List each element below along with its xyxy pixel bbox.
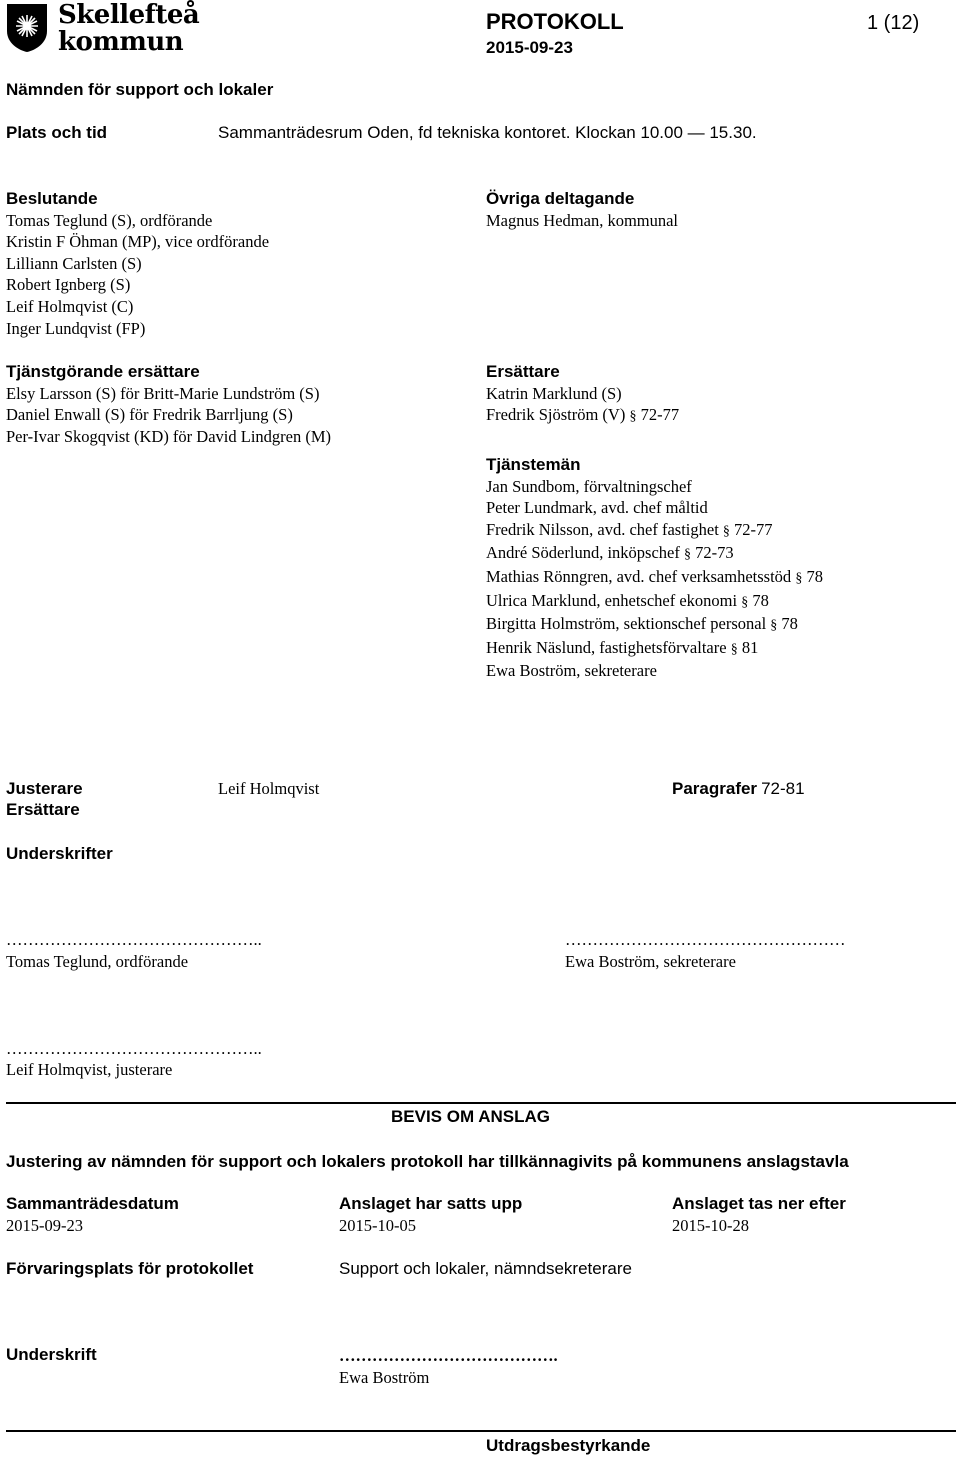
municipality-logo [6,0,200,57]
underskrifter-heading: Underskrifter [6,844,113,863]
member-name: Peter Lundmark, avd. chef måltid [486,498,708,518]
list-item [486,542,823,566]
signature-name: Ewa Boström, sekreterare [565,952,736,971]
list-item: Leif Holmqvist (C) [6,296,134,316]
member-paragraphs: 72-73 [695,543,734,563]
member-name: Henrik Näslund, fastighetsförvaltare [486,637,727,657]
justerare-label: Justerare [6,779,83,798]
beslutande-section [6,188,269,339]
venue-label: Plats och tid [6,123,108,142]
member-name: Fredrik Sjöström (V) [486,405,626,425]
section-sign-icon: § [795,570,803,586]
section-sign-icon: § [730,641,738,657]
ersattare-section [486,361,679,428]
satts-upp-value: 2015-10-05 [339,1216,416,1235]
section-sign-icon: § [741,594,749,610]
member-name: André Söderlund, inköpschef [486,543,680,563]
list-item [486,519,823,543]
list-item [486,637,823,661]
member-name: Katrin Marklund (S) [486,383,622,403]
paragrafer [672,779,805,799]
list-item [486,497,823,519]
member-paragraphs: 81 [741,637,759,657]
signature-name: Leif Holmqvist, justerare [6,1060,173,1079]
list-item: Daniel Enwall (S) för Fredrik Barrljung (S) [6,405,293,425]
signature-line: ……………………………………….. [6,930,262,949]
ersattare-heading: Ersättare [486,362,560,381]
list-item: Elsy Larsson (S) för Britt-Marie Lundström (S) [6,383,320,403]
ersattare-label: Ersättare [6,800,80,819]
member-name: Ewa Boström, sekreterare [486,661,657,681]
divider [6,1102,956,1104]
forvaring-label: Förvaringsplats för protokollet [6,1259,254,1278]
section-sign-icon: § [722,523,730,539]
list-item: Magnus Hedman, kommunal [486,210,679,230]
paragrafer-label: Paragrafer [672,779,758,798]
member-paragraphs: 78 [752,590,769,610]
tjansteman-heading: Tjänstemän [486,455,581,474]
member-name: Ulrica Marklund, enhetschef ekonomi [486,590,738,610]
logo-text-line2: kommun [58,27,184,57]
member-paragraphs: 78 [806,566,823,586]
sammantradesdatum-value: 2015-09-23 [6,1216,83,1235]
member-name: Mathias Rönngren, avd. chef verksamhetsstöd [486,566,792,586]
list-item [486,383,679,405]
list-item [486,476,823,498]
member-name: Birgitta Holmström, sektionschef personal [486,614,767,634]
list-item: Lilliann Carlsten (S) [6,253,142,273]
member-paragraphs: 72-77 [640,405,680,425]
bevis-title: BEVIS OM ANSLAG [391,1107,550,1126]
list-item [486,566,823,590]
underskrift-label: Underskrift [6,1345,97,1364]
document-type: PROTOKOLL [486,9,624,34]
tjanstgorande-section [6,361,331,447]
beslutande-heading: Beslutande [6,189,98,208]
signature-line: ……………………………………….. [6,1039,262,1058]
list-item [486,613,823,637]
divider [6,1430,956,1432]
list-item: Robert Ignberg (S) [6,275,131,295]
venue-value: Sammanträdesrum Oden, fd tekniska kontoret. Klockan 10.00 — 15.30. [218,123,757,142]
tas-ner-label: Anslaget tas ner efter [672,1194,846,1213]
member-paragraphs: 72-77 [734,519,773,539]
member-paragraphs: 78 [781,614,798,634]
sammantradesdatum-label: Sammanträdesdatum [6,1194,179,1213]
ovriga-heading: Övriga deltagande [486,189,635,208]
list-item: Tomas Teglund (S), ordförande [6,210,213,230]
tas-ner-value: 2015-10-28 [672,1216,749,1235]
member-name: Jan Sundbom, förvaltningschef [486,476,692,496]
tjanstgorande-heading: Tjänstgörande ersättare [6,362,200,381]
section-sign-icon: § [683,547,691,563]
justerare-value: Leif Holmqvist [218,779,320,798]
list-item [486,660,823,682]
paragrafer-value: 72-81 [761,779,805,798]
document-date: 2015-09-23 [486,38,573,57]
list-item: Kristin F Öhman (MP), vice ordförande [6,232,270,252]
tjansteman-section [486,454,823,682]
member-name: Fredrik Nilsson, avd. chef fastighet [486,519,719,539]
coat-of-arms-icon [6,3,48,53]
signature-line: …………………………………………… [565,930,846,949]
ovriga-section [486,188,678,231]
satts-upp-label: Anslaget har satts upp [339,1194,523,1213]
footer-label: Utdragsbestyrkande [486,1436,651,1455]
list-item [486,590,823,614]
section-sign-icon: § [629,409,637,425]
underskrift-line: …………………………………. [339,1346,558,1365]
bevis-statement: Justering av nämnden för support och lokalers protokoll har tillkännagivits på kommunens anslagstavla [6,1152,849,1171]
committee-name: Nämnden för support och lokaler [6,80,274,99]
underskrift-name: Ewa Boström [339,1368,430,1387]
signature-name: Tomas Teglund, ordförande [6,952,189,971]
forvaring-value: Support och lokaler, nämndsekreterare [339,1259,632,1278]
list-item [486,404,679,428]
logo-text-line1: Skellefteå [58,0,200,30]
list-item: Per-Ivar Skogqvist (KD) för David Lindgren (M) [6,426,332,446]
section-sign-icon: § [770,618,778,634]
list-item: Inger Lundqvist (FP) [6,318,146,338]
page-number: 1 (12) [867,12,920,34]
